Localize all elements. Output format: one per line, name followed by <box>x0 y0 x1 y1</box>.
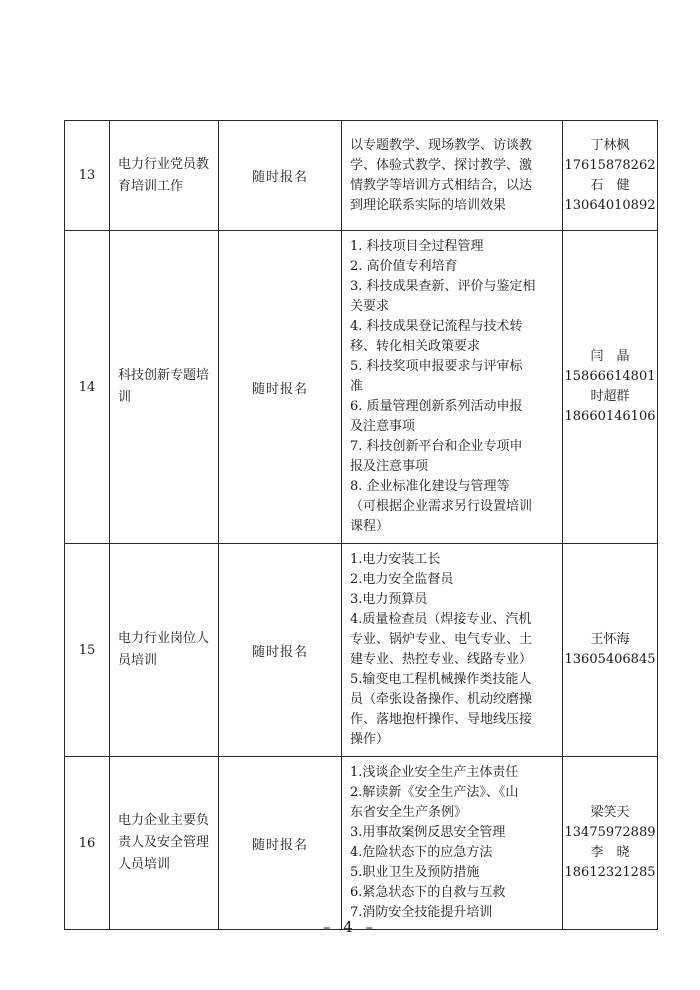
course-content <box>342 757 563 930</box>
row-number: 13 <box>65 121 110 231</box>
course-content <box>342 121 563 231</box>
contact-phone: 18612321285 <box>564 865 656 880</box>
content-line: 及注意事项 <box>350 419 416 434</box>
enrollment-time: 随时报名 <box>219 231 342 544</box>
content-line: 5.职业卫生及预防措施 <box>350 865 480 880</box>
content-line: 7. 科技创新平台和企业专项申 <box>350 439 523 454</box>
contact-phone: 18660146106 <box>564 409 656 424</box>
content-line: 1.电力安装工长 <box>350 552 441 567</box>
content-line: 2. 高价值专利培育 <box>350 259 458 274</box>
content-line: 3.用事故案例反思安全管理 <box>350 825 506 840</box>
course-content <box>342 544 563 757</box>
content-line: 3.电力预算员 <box>350 592 428 607</box>
course-name-cell <box>110 231 219 544</box>
contact-phone: 13605406845 <box>564 652 656 667</box>
course-name-cell <box>110 757 219 930</box>
table-row <box>65 121 658 231</box>
content-line: 4.危险状态下的应急方法 <box>350 845 493 860</box>
contact-name: 闫 晶 <box>590 349 630 364</box>
content-line: 准 <box>350 379 364 394</box>
contact-name: 李 晓 <box>590 845 630 860</box>
enrollment-time: 随时报名 <box>219 757 342 930</box>
content-line: 4. 科技成果登记流程与技术转 <box>350 319 523 334</box>
content-line: 东省安全生产条例》 <box>350 805 468 820</box>
contact-info <box>563 544 658 757</box>
content-line: 4.质量检查员（焊接专业、汽机 <box>350 612 532 627</box>
content-line: 2.电力安全监督员 <box>350 572 454 587</box>
course-name: 电力行业党员教育培训工作 <box>118 156 210 194</box>
content-line: 移、转化相关政策要求 <box>350 339 481 354</box>
content-line: （可根据企业需求另行设置培训 <box>350 499 533 514</box>
content-line: 以专题教学、现场教学、访谈教 <box>350 137 533 153</box>
course-name: 科技创新专题培训 <box>118 368 210 405</box>
content-line: 3. 科技成果查新、评价与鉴定相 <box>350 279 536 294</box>
content-line: 关要求 <box>350 299 390 314</box>
row-number: 14 <box>65 231 110 544</box>
contact-name: 丁林枫 <box>590 137 630 153</box>
training-table <box>64 120 658 930</box>
enrollment-time: 随时报名 <box>219 121 342 231</box>
content-line: 8. 企业标准化建设与管理等 <box>350 479 510 494</box>
content-line: 6. 质量管理创新系列活动申报 <box>350 399 523 414</box>
row-number: 15 <box>65 544 110 757</box>
contact-info <box>563 231 658 544</box>
content-line: 作、落地抱杆操作、导地线压接 <box>350 712 533 727</box>
enrollment-time: 随时报名 <box>219 544 342 757</box>
content-line: 1.浅谈企业安全生产主体责任 <box>350 765 519 780</box>
course-name-cell <box>110 544 219 757</box>
course-name: 电力企业主要负责人及安全管理人员培训 <box>118 813 210 872</box>
content-line: 操作） <box>350 732 390 747</box>
contact-phone: 13064010892 <box>564 197 656 213</box>
content-line: 1. 科技项目全过程管理 <box>350 239 484 254</box>
page-number: – 4 – <box>322 918 378 936</box>
content-line: 学、体验式教学、探讨教学、激 <box>350 157 533 173</box>
content-line: 报及注意事项 <box>350 459 429 474</box>
contact-info <box>563 757 658 930</box>
content-line: 情教学等培训方式相结合，以达 <box>350 177 533 193</box>
content-line: 课程） <box>350 519 390 534</box>
content-line: 员（牵张设备操作、机动绞磨操 <box>350 692 533 707</box>
contact-phone: 13475972889 <box>564 825 656 840</box>
training-table-body <box>65 121 658 930</box>
content-line: 5.输变电工程机械操作类技能人 <box>350 672 532 687</box>
content-line: 5. 科技奖项申报要求与评审标 <box>350 359 523 374</box>
contact-name: 石 健 <box>590 177 630 193</box>
contact-info <box>563 121 658 231</box>
table-row <box>65 544 658 757</box>
contact-name: 时超群 <box>590 389 630 404</box>
content-line: 7.消防安全技能提升培训 <box>350 905 493 920</box>
content-line: 2.解读新《安全生产法》、《山 <box>350 785 519 800</box>
contact-phone: 17615878262 <box>564 157 656 173</box>
table-row <box>65 231 658 544</box>
content-line: 6.紧急状态下的自救与互救 <box>350 885 506 900</box>
content-line: 专业、锅炉专业、电气专业、土 <box>350 632 533 647</box>
contact-phone: 15866614801 <box>564 369 656 384</box>
contact-name: 梁笑天 <box>590 805 630 820</box>
course-name: 电力行业岗位人员培训 <box>118 631 210 668</box>
row-number: 16 <box>65 757 110 930</box>
contact-name: 王怀海 <box>590 632 630 647</box>
course-name-cell <box>110 121 219 231</box>
course-content <box>342 231 563 544</box>
content-line: 到理论联系实际的培训效果 <box>350 197 507 213</box>
content-line: 建专业、热控专业、线路专业） <box>350 652 533 667</box>
table-row <box>65 757 658 930</box>
